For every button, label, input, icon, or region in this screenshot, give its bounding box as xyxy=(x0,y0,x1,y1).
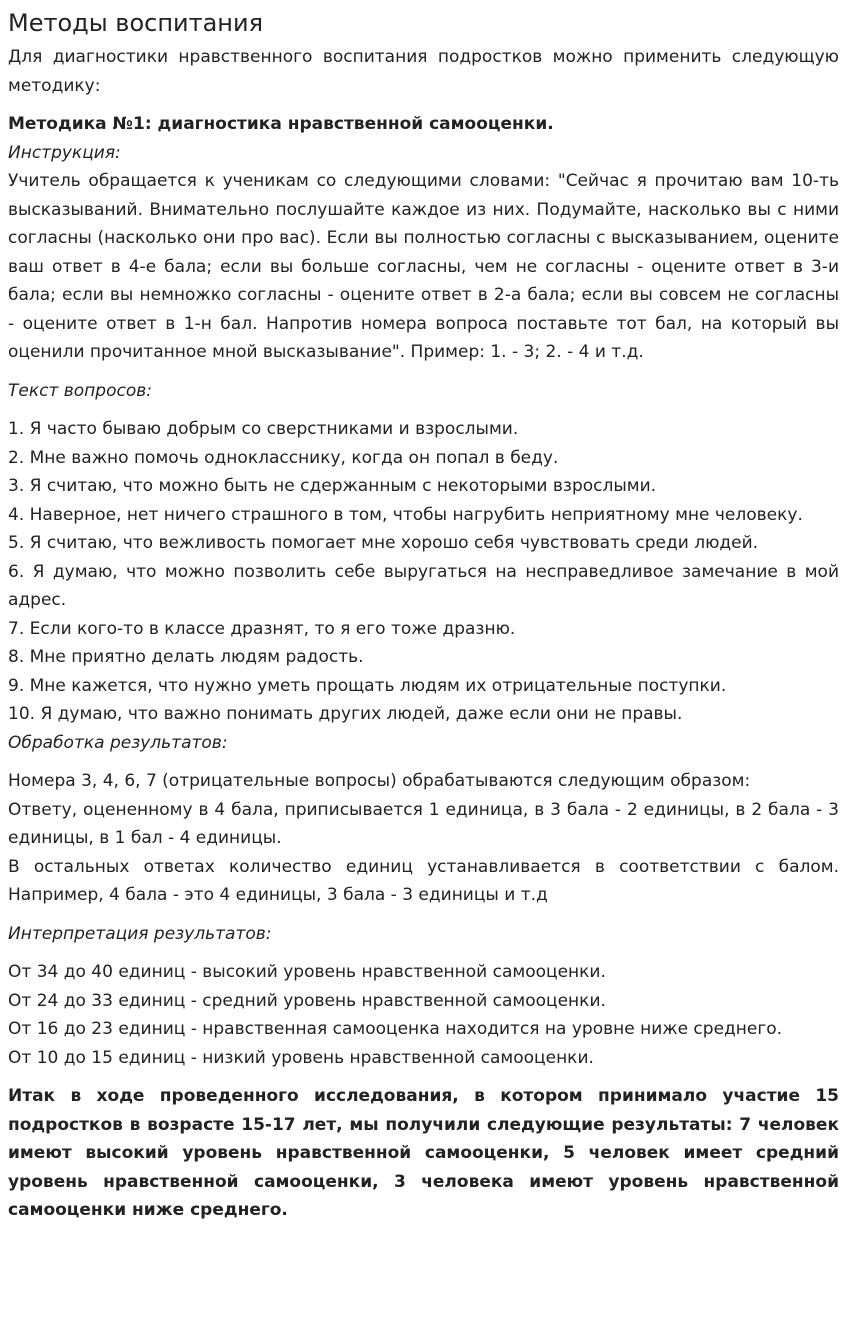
conclusion-paragraph: Итак в ходе проведенного исследования, в котором принимало участие 15 подростков в возрасте 15-17 лет, мы получили следующие результаты: 7 человек имеют высокий уровень нравственной самооценки, 5 человек имеет средний уровень нравственной самооценки, 3 человека имеют уровень нравственной самооценки ниже среднего. xyxy=(8,1086,839,1220)
question-item: 1. Я часто бываю добрым со сверстниками и взрослыми. xyxy=(8,419,519,439)
instruction-text: Учитель обращается к ученикам со следующими словами: "Сейчас я прочитаю вам 10-ть высказываний. Внимательно послушайте каждое из них. Подумайте, насколько вы с ними согласны (насколько они про вас). Если вы полностью согласны с высказыванием, оцените ваш ответ в 4-е бала; если вы больше согласны, чем не согласны - оцените ответ в 3-и бала; если вы немножко согласны - оцените ответ в 2-а бала; если вы совсем не согласны - оцените ответ в 1-н бал. Напротив номера вопроса поставьте тот бал, на который вы оценили прочитанное мной высказывание". Пример: 1. - 3; 2. - 4 и т.д. xyxy=(8,171,839,362)
processing-line: В остальных ответах количество единиц устанавливается в соответствии с балом. Например, 4 бала - это 4 единицы, 3 бала - 3 единицы и т.д xyxy=(8,856,839,905)
questions-list xyxy=(8,415,839,729)
processing-label: Обработка результатов: xyxy=(8,732,228,753)
method-title: Методика №1: диагностика нравственной самооценки. xyxy=(8,114,554,134)
intro-paragraph: Для диагностики нравственного воспитания подростков можно применить следующую методику: xyxy=(8,47,839,96)
question-item: 2. Мне важно помочь однокласснику, когда он попал в беду. xyxy=(8,447,559,468)
question-item: 10. Я думаю, что важно понимать других людей, даже если они не правы. xyxy=(8,704,683,724)
instruction-label: Инструкция: xyxy=(8,142,121,163)
processing-line: Номера 3, 4, 6, 7 (отрицательные вопросы) обрабатываются следующим образом: xyxy=(8,771,751,791)
interpretation-item: От 34 до 40 единиц - высокий уровень нравственной самооценки. xyxy=(8,962,606,982)
question-item: 8. Мне приятно делать людям радость. xyxy=(8,647,364,667)
interpretation-item: От 10 до 15 единиц - низкий уровень нравственной самооценки. xyxy=(8,1047,594,1068)
questions-label: Текст вопросов: xyxy=(8,380,152,401)
processing-line: Ответу, оцененному в 4 бала, приписывается 1 единица, в 3 бала - 2 единицы, в 2 бала - 3 единицы, в 1 бал - 4 единицы. xyxy=(8,799,839,848)
question-item: 9. Мне кажется, что нужно уметь прощать людям их отрицательные поступки. xyxy=(8,675,727,696)
question-item: 7. Если кого-то в классе дразнят, то я его тоже дразню. xyxy=(8,618,516,639)
interpretation-label: Интерпретация результатов: xyxy=(8,923,272,944)
question-item: 6. Я думаю, что можно позволить себе выругаться на несправедливое замечание в мой адрес. xyxy=(8,561,839,610)
question-item: 4. Наверное, нет ничего страшного в том, чтобы нагрубить неприятному мне человеку. xyxy=(8,504,803,525)
interpretation-item: От 16 до 23 единиц - нравственная самооценка находится на уровне ниже среднего. xyxy=(8,1019,783,1039)
question-item: 5. Я считаю, что вежливость помогает мне хорошо себя чувствовать среди людей. xyxy=(8,533,759,553)
interpretation-item: От 24 до 33 единиц - средний уровень нравственной самооценки. xyxy=(8,990,606,1011)
page-title: Методы воспитания xyxy=(8,9,264,37)
question-item: 3. Я считаю, что можно быть не сдержанным с некоторыми взрослыми. xyxy=(8,476,657,496)
interpretation-list xyxy=(8,958,839,1072)
processing-section xyxy=(8,767,839,910)
